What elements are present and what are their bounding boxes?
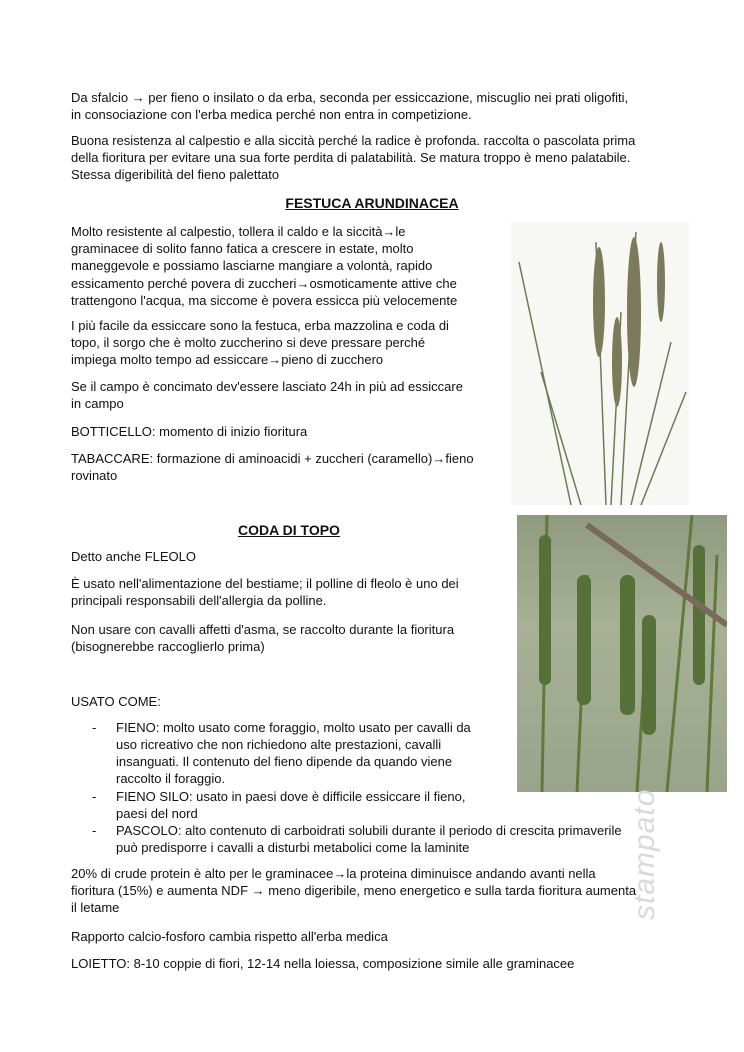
festuca-paragraph-3	[71, 378, 463, 412]
list-item-text	[116, 788, 465, 822]
text-line: LOIETTO: 8-10 coppie di fiori, 12-14 nella loiessa, composizione simile alle graminacee	[71, 956, 575, 971]
text-line: FIENO: molto usato come foraggio, molto usato per cavalli da	[116, 720, 471, 735]
intro-paragraph-1	[71, 89, 628, 123]
text-line: Stessa digeribilità del fieno palettato	[71, 167, 280, 183]
coda-paragraph-2	[71, 575, 459, 609]
intro-paragraph-2	[71, 132, 635, 184]
list-item-text	[116, 719, 471, 787]
text-line: Da sfalcio → per fieno o insilato o da erba, seconda per essiccazione, miscuglio nei prati oligofiti,	[71, 90, 629, 105]
text-line: Detto anche FLEOLO	[71, 549, 197, 564]
text-line: maneggevole e possiamo lasciarne mangiare a volontà, rapido	[71, 258, 433, 274]
usato-come-label: USATO COME:	[71, 694, 161, 709]
text-line: trattengono l'acqua, ma siccome è povera essicca più velocemente	[71, 292, 458, 308]
text-line: graminacee di solito fanno fatica a crescere in estate, molto	[71, 241, 414, 257]
text-line: essicamento perché povera di zuccheri→osmoticamente attive che	[71, 275, 457, 291]
text-line: impiega molto tempo ad essiccare→pieno di zucchero	[71, 352, 384, 368]
text-line: 20% di crude protein è alto per le graminacee→la proteina diminuisce andando avanti nella	[71, 866, 596, 881]
text-line: TABACCARE: formazione di aminoacidi + zuccheri (caramello)→fieno	[71, 451, 474, 466]
text-line: della fioritura per evitare una sua forte perdita di palatabilità. Se matura troppo è meno palatabile.	[71, 150, 631, 166]
text-line: paesi del nord	[116, 806, 198, 821]
heading-festuca: FESTUCA ARUNDINACEA	[285, 195, 459, 211]
text-line: Non usare con cavalli affetti d'asma, se raccolto durante la fioritura	[71, 622, 455, 637]
text-line: il letame	[71, 900, 120, 916]
text-line: topo, il sorgo che è molto zuccherino si deve pressare perché	[71, 335, 426, 351]
text-line: PASCOLO: alto contenuto di carboidrati solubili durante il periodo di crescita primaverile	[116, 823, 622, 838]
coda-paragraph-1	[71, 548, 196, 565]
text-line: Se il campo è concimato dev'essere lasciato 24h in più ad essiccare	[71, 379, 463, 394]
text-line: raccolto il foraggio.	[116, 771, 226, 786]
text-line: FIENO SILO: usato in paesi dove è difficile essiccare il fieno,	[116, 789, 466, 804]
text-line: Rapporto calcio-fosforo cambia rispetto all'erba medica	[71, 929, 388, 944]
text-line: I più facile da essiccare sono la festuca, erba mazzolina e coda di	[71, 318, 449, 333]
text-line: in campo	[71, 396, 124, 412]
bullet-dash: -	[92, 720, 97, 735]
festuca-plant-image	[511, 222, 689, 505]
bullet-dash: -	[92, 823, 97, 838]
list-item-text	[116, 822, 622, 856]
text-line: in consociazione con l'erba medica perché non entra in competizione.	[71, 107, 472, 123]
text-line: (bisognerebbe raccoglierlo prima)	[71, 639, 265, 655]
text-line: È usato nell'alimentazione del bestiame; il polline di fleolo è uno dei	[71, 576, 459, 591]
bullet-dash: -	[92, 789, 97, 804]
text-line: uso ricreativo che non richiedono alte prestazioni, cavalli	[116, 737, 442, 752]
text-line: Buona resistenza al calpestio e alla siccità perché la radice è profonda. raccolta o pascolata prima	[71, 133, 636, 148]
festuca-paragraph-1	[71, 223, 457, 309]
text-line: rovinato	[71, 468, 118, 484]
coda-paragraph-protein	[71, 865, 636, 917]
text-line: Molto resistente al calpestio, tollera il caldo e la siccità→le	[71, 224, 406, 239]
coda-paragraph-loietto	[71, 955, 574, 972]
text-line: insanguati. Il contenuto del fieno dipende da quando viene	[116, 754, 453, 769]
watermark: stampato	[628, 788, 661, 920]
text-line: BOTTICELLO: momento di inizio fioritura	[71, 424, 308, 439]
festuca-paragraph-2	[71, 317, 449, 369]
text-line: principali responsabili dell'allergia da polline.	[71, 593, 327, 609]
heading-coda-di-topo: CODA DI TOPO	[238, 522, 340, 538]
festuca-paragraph-tabaccare	[71, 450, 474, 484]
text-line: fioritura (15%) e aumenta NDF → meno digeribile, meno energetico e sulla tarda fioritura aumenta	[71, 883, 637, 899]
text-line: può predisporre i cavalli a disturbi metabolici come la laminite	[116, 840, 470, 855]
coda-di-topo-plant-image	[517, 515, 727, 792]
coda-paragraph-3	[71, 621, 454, 655]
festuca-paragraph-botticello	[71, 423, 307, 440]
coda-paragraph-calcio	[71, 928, 388, 945]
